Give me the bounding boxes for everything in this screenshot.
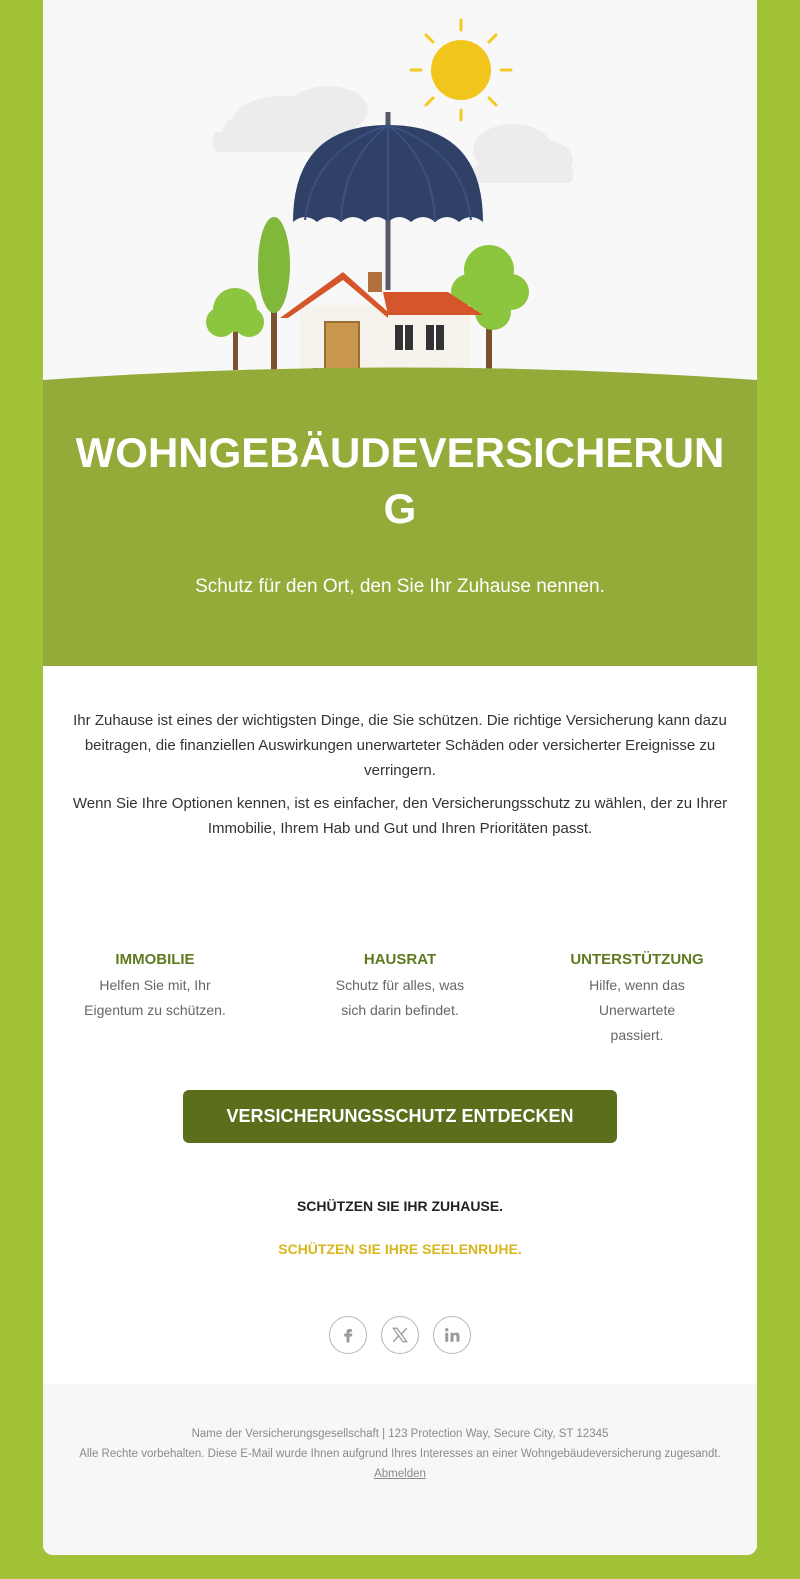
hero-subtitle: Schutz für den Ort, den Sie Ihr Zuhause nennen. — [195, 576, 605, 597]
tagline-peace-of-mind: SCHÜTZEN SIE IHRE SEELENRUHE. — [278, 1241, 522, 1257]
explore-coverage-button[interactable]: VERSICHERUNGSSCHUTZ ENTDECKEN — [183, 1090, 617, 1143]
facebook-icon — [339, 1326, 357, 1344]
sun-icon — [411, 20, 511, 120]
feature-text: Hilfe, wenn das Unerwartete passiert. — [589, 977, 685, 1043]
footer — [43, 1384, 757, 1555]
hero-title: WOHNGEBÄUDEVERSICHERUNG — [75, 429, 725, 532]
intro-text — [71, 708, 729, 841]
x-link[interactable] — [381, 1316, 419, 1354]
social-links — [43, 1316, 757, 1354]
feature-title: HAUSRAT — [363, 951, 437, 968]
feature-contents — [300, 950, 500, 1023]
email-card — [43, 0, 757, 1555]
linkedin-icon — [443, 1326, 461, 1344]
feature-title: UNTERSTÜTZUNG — [570, 951, 704, 968]
feature-property — [55, 950, 255, 1023]
tagline-home: SCHÜTZEN SIE IHR ZUHAUSE. — [296, 1198, 504, 1214]
feature-title: IMMOBILIE — [115, 951, 195, 968]
unsubscribe-link[interactable]: Abmelden — [374, 1468, 426, 1480]
x-icon — [391, 1326, 409, 1344]
feature-text: Helfen Sie mit, Ihr Eigentum zu schützen. — [84, 977, 226, 1018]
facebook-link[interactable] — [329, 1316, 367, 1354]
linkedin-link[interactable] — [433, 1316, 471, 1354]
footer-address: Name der Versicherungsgesellschaft | 123 Protection Way, Secure City, ST 12345 — [191, 1428, 609, 1440]
feature-text: Schutz für alles, was sich darin befindet. — [335, 977, 465, 1018]
footer-text — [63, 1424, 737, 1484]
hero-section — [43, 0, 757, 666]
intro-paragraph: Ihr Zuhause ist eines der wichtigsten Dinge, die Sie schützen. Die richtige Versicherung kann dazu beitragen, die finanziellen Auswirkungen unerwarteter Schäden oder versicherter Ereignisse zu verringern. — [73, 712, 727, 779]
feature-support — [537, 950, 737, 1048]
intro-paragraph: Wenn Sie Ihre Optionen kennen, ist es einfacher, den Versicherungsschutz zu wählen, der zu Ihrer Immobilie, Ihrem Hab und Gut und Ihren Prioritäten passt. — [72, 795, 728, 837]
footer-rights: Alle Rechte vorbehalten. Diese E-Mail wurde Ihnen aufgrund Ihres Interesses an einer Wohngebäudeversicherung zugesandt. — [79, 1448, 721, 1460]
house-umbrella-illustration — [43, 0, 757, 666]
